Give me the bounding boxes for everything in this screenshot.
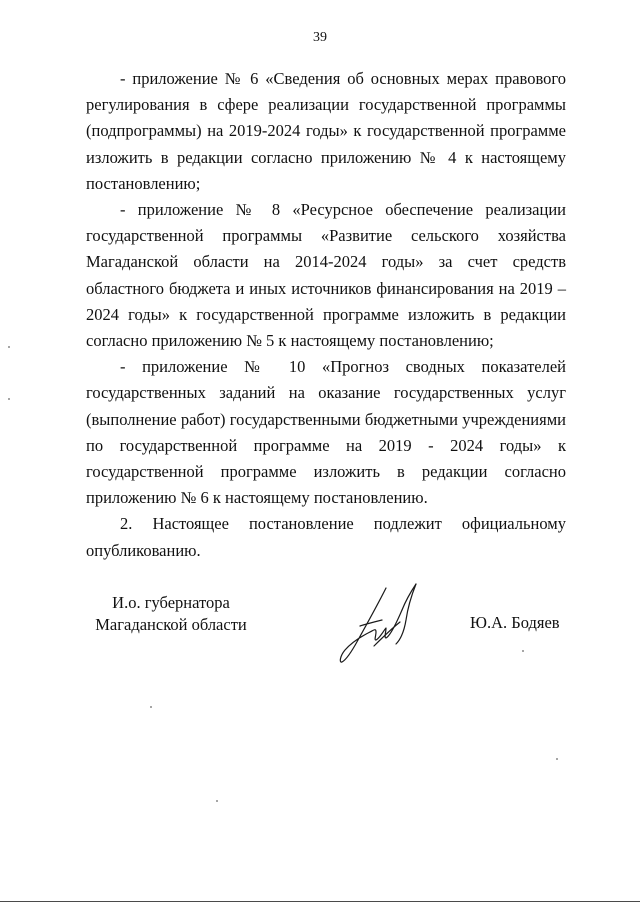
paragraph-publication: 2. Настоящее постановление подлежит официальному опубликованию. xyxy=(86,514,566,560)
signatory-name: Ю.А. Бодяев xyxy=(470,613,560,632)
scan-speck xyxy=(150,706,152,708)
page-number: 39 xyxy=(313,30,327,45)
scan-edge-line xyxy=(0,901,640,902)
scan-speck xyxy=(522,650,524,652)
scan-speck xyxy=(216,800,218,802)
paragraph-annex-8: - приложение № 8 «Ресурсное обеспечение реализации государственной программы «Развитие сельского хозяйства Магаданской области на 2014-2024 годы» за счет средств областного бюджета и иных источников финансирования на 2019 – 2024 годы» к государственной программе изложить в редакции согласно приложению № 5 к настоящему постановлению; xyxy=(86,200,566,351)
paragraph-annex-10: - приложение № 10 «Прогноз сводных показателей государственных заданий на оказание государственных услуг (выполнение работ) государственными бюджетными учреждениями по государственной программе на 2019 - 2024 годы» к государственной программе изложить в редакции согласно приложению № 6 к настоящему постановлению. xyxy=(86,357,566,508)
handwritten-signature xyxy=(330,580,430,670)
scan-speck xyxy=(556,758,558,760)
signatory-position-line1: И.о. губернатора xyxy=(112,593,230,612)
signatory-position-line2: Магаданской области xyxy=(95,615,247,634)
scan-speck xyxy=(8,346,10,348)
document-body xyxy=(86,66,566,564)
signatory-position xyxy=(86,592,256,636)
scan-speck xyxy=(8,398,10,400)
paragraph-annex-6: - приложение № 6 «Сведения об основных мерах правового регулирования в сфере реализации государственной программы (подпрограммы) на 2019-2024 годы» к государственной программе изложить в редакции согласно приложению № 4 к настоящему постановлению; xyxy=(86,69,566,193)
